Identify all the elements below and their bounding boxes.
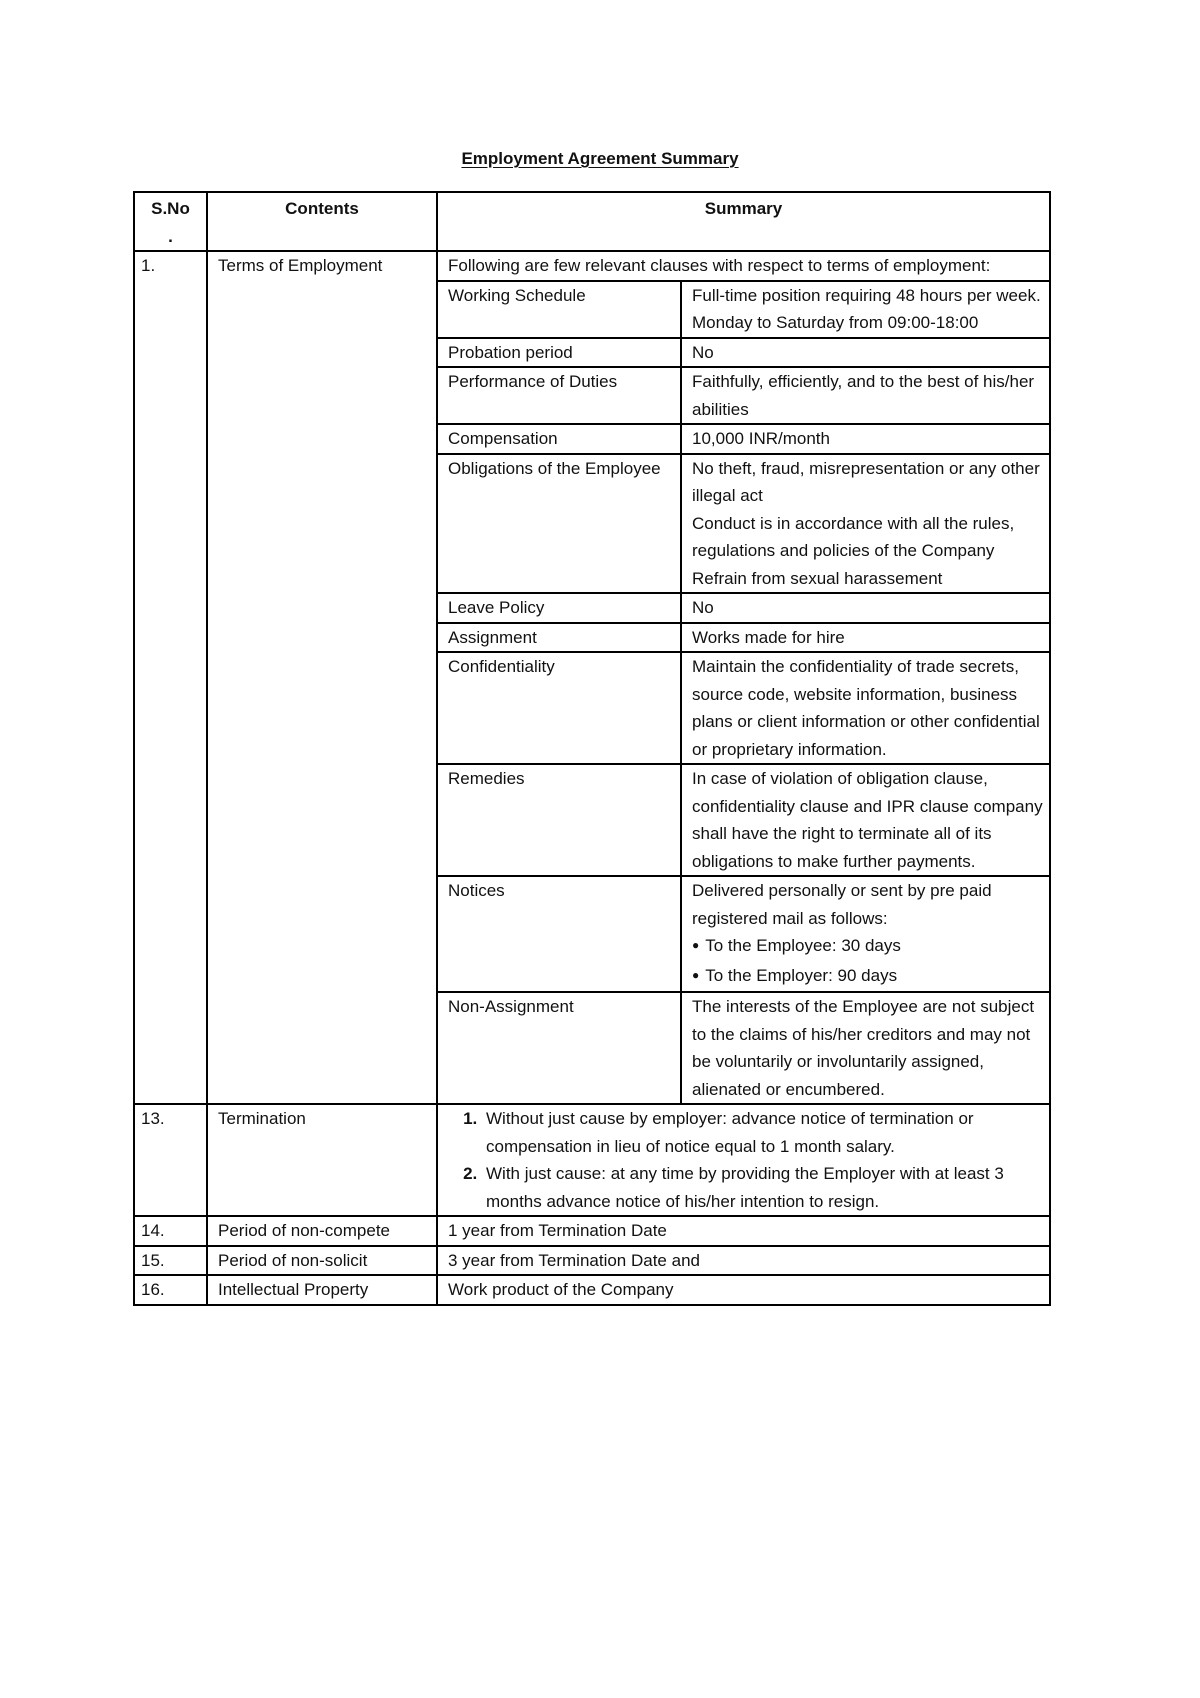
- table-row: [134, 1216, 1050, 1246]
- termination-list: [444, 1105, 1043, 1215]
- row-summary: 1 year from Termination Date: [437, 1216, 1050, 1246]
- clause-row: [438, 338, 1049, 368]
- header-contents: Contents: [207, 192, 437, 251]
- clause-summary: [681, 281, 1049, 338]
- clause-line: Refrain from sexual harassement: [692, 568, 943, 588]
- row-summary: [437, 251, 1050, 1104]
- header-row: [134, 192, 1050, 251]
- row-number: 13.: [134, 1104, 207, 1216]
- row-contents: Intellectual Property: [207, 1275, 437, 1305]
- document-title: Employment Agreement Summary: [461, 149, 739, 168]
- clause-summary: [681, 876, 1049, 992]
- table-row: [134, 1275, 1050, 1305]
- clause-name: Assignment: [438, 623, 681, 653]
- bullet-item: ● To the Employer: 90 days: [692, 962, 1043, 992]
- clause-row: [438, 281, 1049, 338]
- clause-line: Conduct is in accordance with all the rules, regulations and policies of the Company: [692, 513, 1015, 560]
- clause-row: [438, 454, 1049, 594]
- summary-table: [133, 191, 1051, 1306]
- row-contents: Period of non-compete: [207, 1216, 437, 1246]
- clause-row: [438, 623, 1049, 653]
- row-contents: Termination: [207, 1104, 437, 1216]
- row-summary: [437, 1104, 1050, 1216]
- clause-name: Performance of Duties: [438, 367, 681, 424]
- header-summary: Summary: [437, 192, 1050, 251]
- row-number: 14.: [134, 1216, 207, 1246]
- clause-name: Confidentiality: [438, 652, 681, 764]
- clause-name: Compensation: [438, 424, 681, 454]
- clause-row: [438, 876, 1049, 992]
- clause-name: Remedies: [438, 764, 681, 876]
- clause-name: Obligations of the Employee: [438, 454, 681, 594]
- clause-summary: [681, 424, 1049, 454]
- clause-line: In case of violation of obligation clause, confidentiality clause and IPR clause company shall have the right to terminate all of its obligations to make further payments.: [692, 769, 1043, 871]
- clause-line: No: [692, 598, 714, 617]
- clause-line: Monday to Saturday from 09:00-18:00: [692, 313, 979, 332]
- terms-intro: Following are few relevant clauses with respect to terms of employment:: [448, 256, 991, 275]
- row-summary: 3 year from Termination Date and: [437, 1246, 1050, 1276]
- row-number: 16.: [134, 1275, 207, 1305]
- clause-line: No: [692, 342, 714, 362]
- clause-line: Works made for hire: [692, 627, 845, 647]
- row-number: 1.: [134, 251, 207, 1104]
- clause-row: [438, 367, 1049, 424]
- list-item: 2. With just cause: at any time by providing the Employer with at least 3 months advance notice of his/her intention to resign.: [482, 1160, 1043, 1215]
- clause-summary: [681, 652, 1049, 764]
- list-item: 1. Without just cause by employer: advance notice of termination or compensation in lieu of notice equal to 1 month salary.: [482, 1105, 1043, 1160]
- row-contents: Period of non-solicit: [207, 1246, 437, 1276]
- clause-line: Delivered personally or sent by pre paid registered mail as follows:: [692, 881, 992, 928]
- clause-line: The interests of the Employee are not subject to the claims of his/her creditors and may not be voluntarily or involuntarily assigned, alienated or encumbered.: [692, 997, 1035, 1099]
- header-sno: S.No .: [134, 192, 207, 251]
- clause-name: Probation period: [438, 338, 681, 368]
- clause-row: [438, 424, 1049, 454]
- table-row: [134, 1246, 1050, 1276]
- row-number: 15.: [134, 1246, 207, 1276]
- clause-row: [438, 992, 1049, 1103]
- clause-name: Non-Assignment: [438, 992, 681, 1103]
- clause-row: [438, 593, 1049, 623]
- clause-line: Faithfully, efficiently, and to the best of his/her abilities: [692, 372, 1035, 419]
- clause-name: Notices: [438, 876, 681, 992]
- clause-summary: [681, 593, 1049, 623]
- clause-line: Maintain the confidentiality of trade secrets, source code, website information, business plans or client information or other confidential or proprietary information.: [692, 657, 1040, 759]
- clause-name: Leave Policy: [438, 593, 681, 623]
- table-row: [134, 1104, 1050, 1216]
- clause-line: 10,000 INR/month: [692, 429, 830, 448]
- clauses-table: [438, 280, 1049, 1104]
- clause-summary: [681, 338, 1049, 368]
- clause-name: Working Schedule: [438, 281, 681, 338]
- clause-summary: [681, 764, 1049, 876]
- clause-summary: [681, 992, 1049, 1103]
- clause-row: [438, 652, 1049, 764]
- row-summary: Work product of the Company: [437, 1275, 1050, 1305]
- clause-line: Full-time position requiring 48 hours per week.: [692, 285, 1041, 305]
- clause-row: [438, 764, 1049, 876]
- bullet-item: ● To the Employee: 30 days: [692, 932, 1043, 962]
- clause-summary: [681, 367, 1049, 424]
- table-row: [134, 251, 1050, 1104]
- clause-line: No theft, fraud, misrepresentation or any other illegal act: [692, 458, 1040, 505]
- clause-summary: [681, 623, 1049, 653]
- clause-summary: [681, 454, 1049, 594]
- row-contents: Terms of Employment: [207, 251, 437, 1104]
